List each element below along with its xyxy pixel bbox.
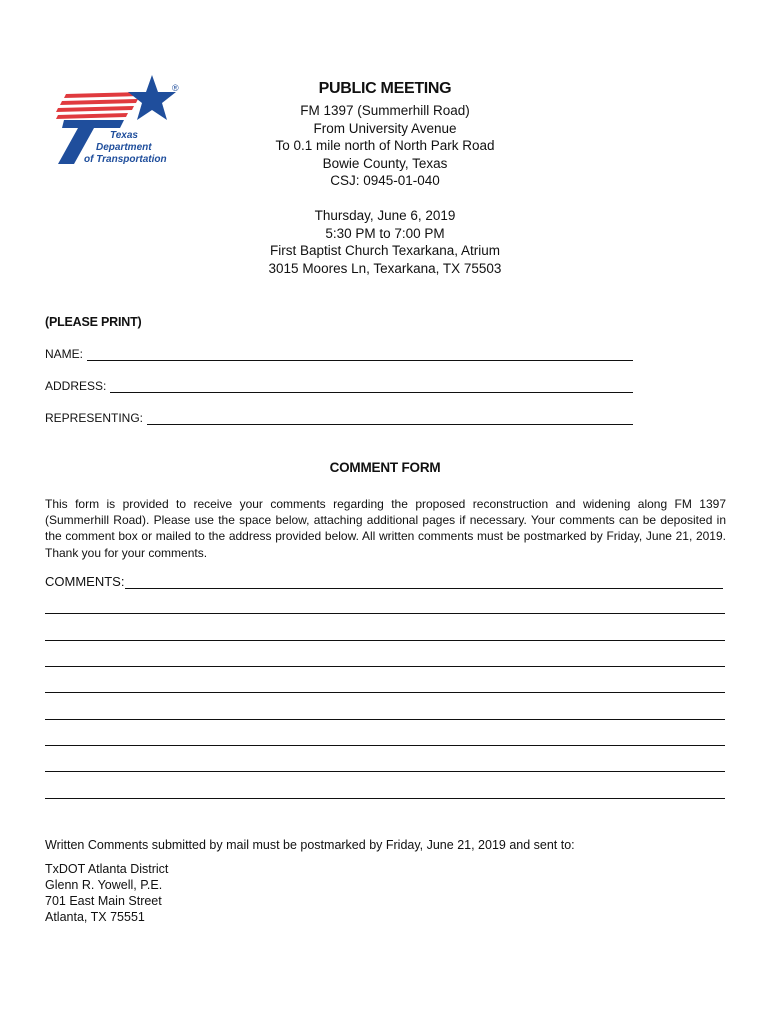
- address-label: ADDRESS:: [45, 379, 107, 393]
- representing-field[interactable]: [45, 411, 633, 425]
- comment-line[interactable]: [45, 719, 725, 720]
- comment-line[interactable]: [45, 666, 725, 667]
- project-from: From University Avenue: [313, 120, 457, 136]
- comment-line[interactable]: [45, 771, 725, 772]
- event-venue: First Baptist Church Texarkana, Atrium: [269, 243, 501, 259]
- comments-field[interactable]: [45, 574, 723, 589]
- logo-star-icon: [128, 75, 176, 120]
- mailing-address: [45, 861, 168, 925]
- header-spacer: [210, 190, 560, 207]
- comment-line[interactable]: [45, 613, 725, 614]
- address-line-contact: Glenn R. Yowell, P.E.: [45, 878, 163, 892]
- name-field[interactable]: [45, 347, 633, 361]
- representing-input-line[interactable]: [147, 414, 633, 425]
- name-label: NAME:: [45, 347, 84, 361]
- page-title: PUBLIC MEETING: [318, 80, 452, 97]
- comment-form-intro: This form is provided to receive your comments regarding the proposed reconstruction and widening along FM 1397 (Summerhill Road). Please use the space below, attaching additional pages if necessary. Your comments can be deposited in the comment box or mailed to the address provided below. All written comments must be postmarked by Friday, June 21, 2019. Thank you for your comments.: [45, 497, 726, 560]
- please-print-label: (PLEASE PRINT): [45, 315, 142, 329]
- address-line-street: 701 East Main Street: [45, 894, 162, 908]
- txdot-logo-graphic: [52, 72, 187, 168]
- logo-red-stripes: [56, 92, 142, 119]
- comment-line[interactable]: [45, 692, 725, 693]
- logo-text-line3: of Transportation: [84, 154, 167, 165]
- comment-line[interactable]: [45, 798, 725, 799]
- representing-label: REPRESENTING:: [45, 411, 144, 425]
- comment-line[interactable]: [45, 640, 725, 641]
- event-time: 5:30 PM to 7:00 PM: [325, 225, 445, 241]
- address-line-district: TxDOT Atlanta District: [45, 862, 169, 876]
- project-csj: CSJ: 0945-01-040: [330, 173, 440, 189]
- logo-text-line1: Texas: [110, 130, 138, 141]
- comment-form-title: COMMENT FORM: [329, 460, 441, 475]
- event-date: Thursday, June 6, 2019: [314, 207, 456, 223]
- txdot-logo: [52, 72, 187, 168]
- project-to: To 0.1 mile north of North Park Road: [275, 138, 495, 154]
- address-line-city: Atlanta, TX 75551: [45, 910, 145, 924]
- address-input-line[interactable]: [110, 382, 633, 393]
- mailing-note: Written Comments submitted by mail must be postmarked by Friday, June 21, 2019 and sent to:: [45, 838, 575, 852]
- event-address: 3015 Moores Ln, Texarkana, TX 75503: [268, 260, 502, 276]
- comments-label: COMMENTS:: [45, 574, 125, 589]
- address-field[interactable]: [45, 379, 633, 393]
- registered-mark: ®: [172, 83, 179, 93]
- project-county: Bowie County, Texas: [322, 155, 448, 171]
- project-road: FM 1397 (Summerhill Road): [300, 103, 470, 118]
- comments-first-line[interactable]: [125, 576, 723, 589]
- name-input-line[interactable]: [87, 350, 633, 361]
- comment-line[interactable]: [45, 745, 725, 746]
- logo-text-line2: Department: [96, 142, 152, 153]
- meeting-header: [210, 80, 560, 277]
